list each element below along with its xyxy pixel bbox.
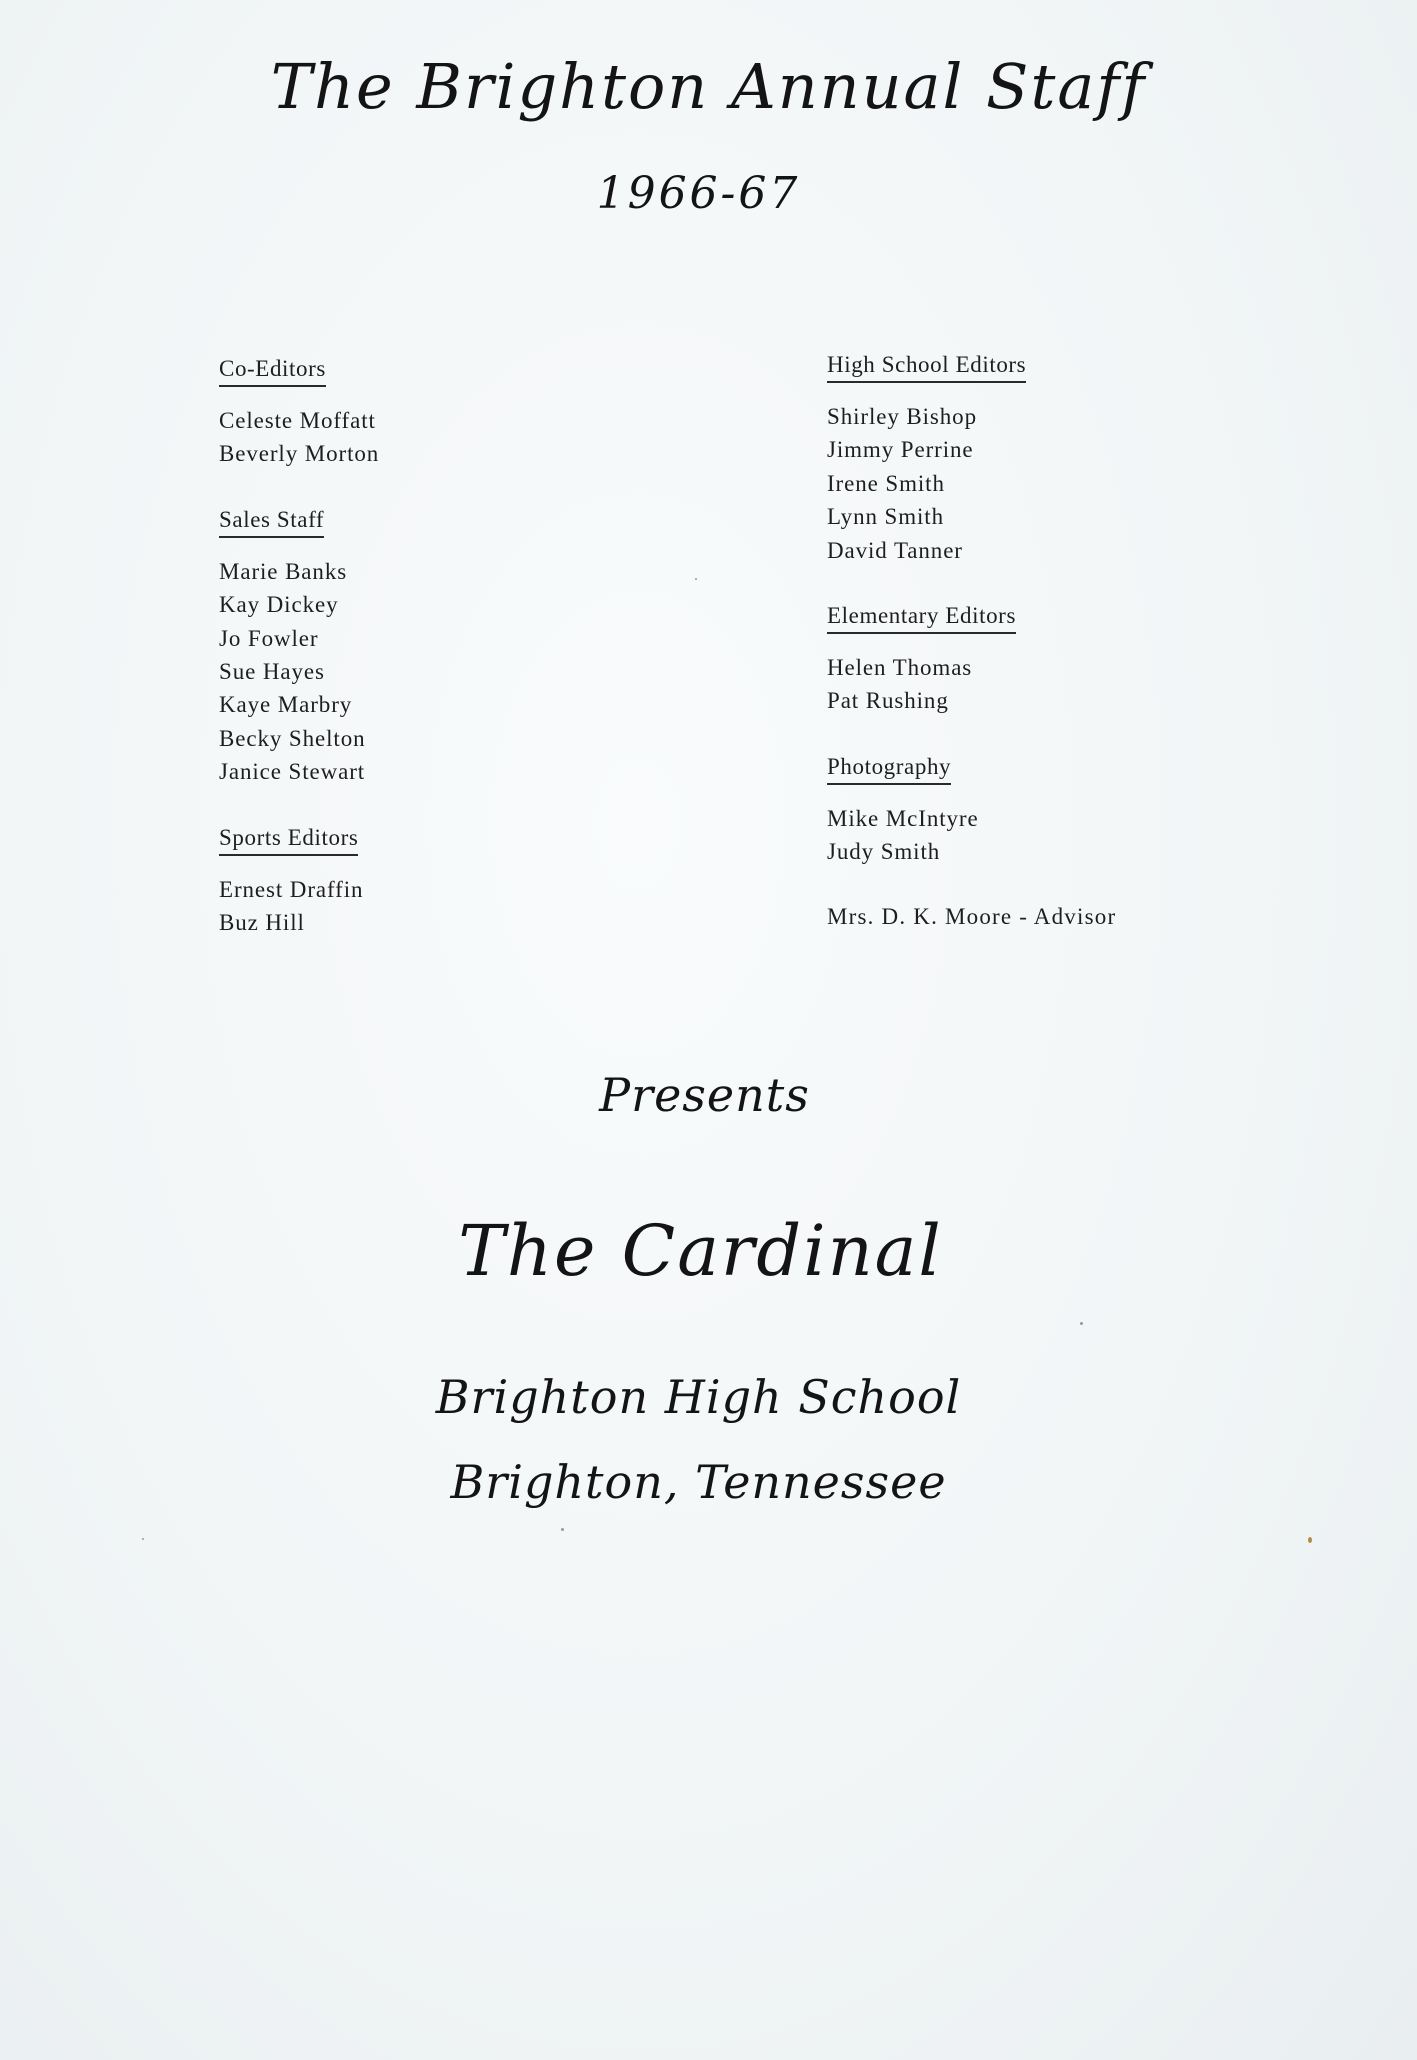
section-elementary-editors — [827, 602, 1307, 718]
staff-name: Lynn Smith — [827, 504, 944, 530]
section-co-editors — [219, 355, 639, 471]
paper-speck — [1080, 1322, 1083, 1325]
staff-name: Kay Dickey — [219, 592, 339, 618]
name-list — [827, 802, 1307, 869]
staff-name: Sue Hayes — [219, 659, 325, 685]
paper-speck — [142, 1538, 144, 1540]
section-photography — [827, 753, 1307, 869]
advisor-line: Mrs. D. K. Moore - Advisor — [827, 903, 1117, 929]
presents-text: Presents — [599, 1068, 810, 1122]
staff-column-left — [219, 355, 639, 939]
staff-year: 1966-67 — [596, 168, 801, 219]
section-heading: Co-Editors — [219, 355, 326, 387]
section-heading: Elementary Editors — [827, 602, 1016, 634]
paper-speck — [1308, 1537, 1312, 1543]
section-high-school-editors — [827, 351, 1307, 567]
section-heading: Photography — [827, 753, 951, 785]
staff-name: Marie Banks — [219, 558, 348, 584]
staff-name: Jo Fowler — [219, 625, 319, 651]
paper-speck — [695, 578, 697, 580]
staff-name: Kaye Marbry — [219, 692, 353, 718]
yearbook-title: The Cardinal — [458, 1210, 943, 1292]
section-heading: Sports Editors — [219, 824, 358, 856]
staff-name: Buz Hill — [219, 910, 305, 936]
staff-name: Becky Shelton — [219, 725, 366, 751]
school-location: Brighton, Tennessee — [450, 1455, 947, 1509]
staff-column-right — [827, 351, 1307, 933]
paper-speck — [561, 1528, 564, 1531]
staff-name: Pat Rushing — [827, 688, 949, 714]
staff-name: David Tanner — [827, 537, 963, 563]
staff-name: Helen Thomas — [827, 655, 973, 681]
section-sports-editors — [219, 824, 639, 940]
staff-name: Irene Smith — [827, 470, 945, 496]
staff-title: The Brighton Annual Staff — [270, 50, 1147, 123]
staff-name: Judy Smith — [827, 839, 941, 865]
school-name: Brighton High School — [435, 1370, 962, 1424]
section-heading: Sales Staff — [219, 506, 324, 538]
section-heading: High School Editors — [827, 351, 1026, 383]
staff-name: Ernest Draffin — [219, 876, 364, 902]
staff-name: Mike McIntyre — [827, 805, 979, 831]
name-list — [219, 873, 639, 940]
name-list — [219, 555, 639, 789]
name-list — [827, 651, 1307, 718]
staff-name: Janice Stewart — [219, 759, 366, 785]
staff-name: Shirley Bishop — [827, 404, 977, 429]
name-list — [827, 400, 1307, 567]
section-sales-staff — [219, 506, 639, 789]
staff-name: Beverly Morton — [219, 441, 380, 467]
staff-name: Jimmy Perrine — [827, 437, 974, 463]
staff-name: Celeste Moffatt — [219, 408, 376, 433]
name-list — [219, 404, 639, 471]
